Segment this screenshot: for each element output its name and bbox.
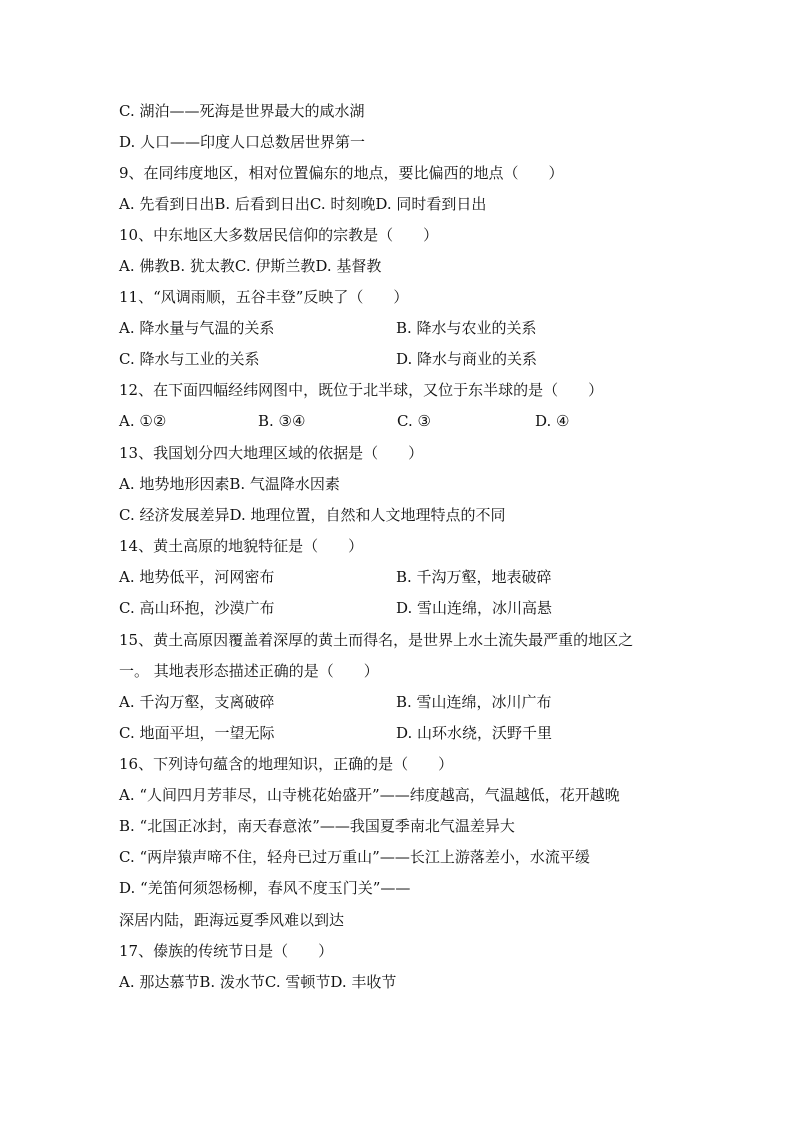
options-q10: A. 佛教B. 犹太教C. 伊斯兰教D. 基督教	[119, 257, 382, 275]
question-13: 13、我国划分四大地理区域的依据是（ ）	[119, 444, 424, 462]
question-15-line1: 15、黄土高原因覆盖着深厚的黄土而得名，是世界上水土流失最严重的地区之	[119, 631, 634, 649]
option-d-q8: D. 人口——印度人口总数居世界第一	[119, 133, 366, 151]
option-c-q11: C. 降水与工业的关系	[119, 350, 260, 368]
option-b-q15: B. 雪山连绵，冰川广布	[396, 693, 552, 711]
option-b-q12: B. ③④	[258, 412, 306, 430]
question-17: 17、傣族的传统节日是（ ）	[119, 942, 334, 960]
options-q12	[119, 409, 699, 433]
option-d-q16-continued: 深居内陆，距海远夏季风难以到达	[119, 911, 345, 929]
option-c-q8: C. 湖泊——死海是世界最大的咸水湖	[119, 102, 365, 120]
options-q15-row1	[119, 690, 699, 714]
question-12: 12、在下面四幅经纬网图中，既位于北半球，又位于东半球的是（ ）	[119, 381, 604, 399]
option-d-q15: D. 山环水绕，沃野千里	[396, 724, 553, 742]
option-b-q11: B. 降水与农业的关系	[396, 319, 537, 337]
options-q13-row1: A. 地势地形因素B. 气温降水因素	[119, 475, 340, 493]
options-q14-row1	[119, 565, 699, 589]
option-b-q14: B. 千沟万壑，地表破碎	[396, 568, 552, 586]
options-q9: A. 先看到日出B. 后看到日出C. 时刻晚D. 同时看到日出	[119, 195, 487, 213]
options-q15-row2	[119, 721, 699, 745]
question-11: 11、“风调雨顺，五谷丰登”反映了（ ）	[119, 288, 409, 306]
option-b-q16: B. “北国正冰封，南天春意浓”——我国夏季南北气温差异大	[119, 817, 515, 835]
option-a-q14: A. 地势低平，河网密布	[119, 568, 275, 586]
question-10: 10、中东地区大多数居民信仰的宗教是（ ）	[119, 226, 439, 244]
option-c-q15: C. 地面平坦，一望无际	[119, 724, 275, 742]
options-q14-row2	[119, 596, 699, 620]
options-q17: A. 那达慕节B. 泼水节C. 雪顿节D. 丰收节	[119, 973, 397, 991]
options-q13-row2: C. 经济发展差异D. 地理位置，自然和人文地理特点的不同	[119, 506, 506, 524]
option-c-q16: C. “两岸猿声啼不住，轻舟已过万重山”——长江上游落差小，水流平缓	[119, 848, 590, 866]
option-d-q14: D. 雪山连绵，冰川高悬	[396, 599, 553, 617]
option-a-q12: A. ①②	[119, 412, 167, 430]
question-9: 9、在同纬度地区，相对位置偏东的地点，要比偏西的地点（ ）	[119, 164, 564, 182]
option-a-q15: A. 千沟万壑，支离破碎	[119, 693, 275, 711]
options-q11-row2	[119, 347, 699, 371]
option-a-q16: A. “人间四月芳菲尽，山寺桃花始盛开”——纬度越高，气温越低，花开越晚	[119, 786, 620, 804]
option-d-q12: D. ④	[535, 412, 570, 430]
options-q11-row1	[119, 316, 699, 340]
option-d-q11: D. 降水与商业的关系	[396, 350, 538, 368]
question-15-line2: 一。 其地表形态描述正确的是（ ）	[119, 662, 379, 680]
option-a-q11: A. 降水量与气温的关系	[119, 319, 275, 337]
question-14: 14、黄土高原的地貌特征是（ ）	[119, 537, 364, 555]
question-16: 16、下列诗句蕴含的地理知识，正确的是（ ）	[119, 755, 454, 773]
option-d-q16: D. “羌笛何须怨杨柳，春风不度玉门关”——	[119, 879, 411, 897]
option-c-q12: C. ③	[397, 412, 431, 430]
option-c-q14: C. 高山环抱，沙漠广布	[119, 599, 275, 617]
